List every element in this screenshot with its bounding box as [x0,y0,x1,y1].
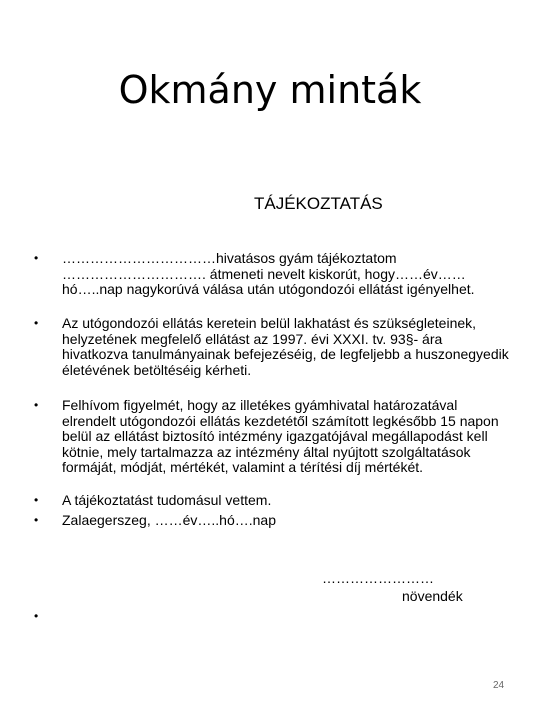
bullet-item: • Felhívom figyelmét, hogy az illetékes gyámhivatal határozatával elrendelt utógondozói ellátás kezdetétől számított legkésőbb 15 napon belül az ellátást biztosító intézmény igazgatójával megállapodást kell kötnie, mely tartalmazza az intézmény által nyújtott szolgáltatások formáját, módját, mértékét, valamint a térítési díj mértékét. [62,398,510,476]
bullet-item: • ……………………………hivatásos gyám tájékoztatom …………………………. átmeneti nevelt kiskorút, hogy……év……hó…..nap nagykorúvá válása után utógondozói ellátást igényelhet. [62,251,510,298]
bullet-item: • A tájékoztatást tudomásul vettem. [62,493,510,509]
page-number: 24 [493,680,505,691]
document-subtitle: TÁJÉKOZTATÁS [254,194,383,213]
bullet-item: • Zalaegerszeg, ……év…..hó….nap [62,513,510,529]
bullet-item: • Az utógondozói ellátás keretein belül lakhatást és szükségleteinek, helyzetének megfelelő ellátást az 1997. évi XXXI. tv. 93§- ára hivatkozva tanulmányainak befejezéséig, de legfeljebb a huszonegyedik életévének betöltéséig kérheti. [62,316,510,378]
signature-label: növendék [402,588,463,604]
slide-title: Okmány minták [118,68,422,112]
signature-line: …………………… [322,570,434,586]
